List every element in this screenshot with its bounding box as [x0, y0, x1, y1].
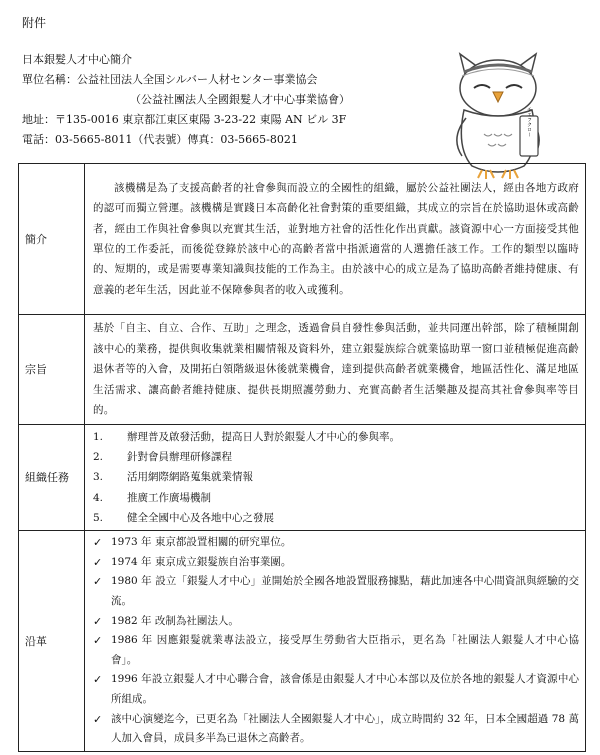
check-icon: ✓ — [93, 614, 103, 628]
tasks-heading: 組織任務 — [19, 424, 85, 530]
check-icon: ✓ — [93, 555, 103, 569]
list-item: 1. 辦理普及啟發活動，提高日人對於銀髮人才中心的參與率。 — [93, 430, 400, 443]
list-item: ✓ 該中心演變迄今，已更名為「社團法人全國銀髮人才中心」，成立時間約 32 年，日本全國超過 78 萬人加入會員，成員多半為已退休之高齡者。 — [93, 710, 579, 749]
purpose-heading: 宗旨 — [19, 315, 85, 425]
info-table — [18, 163, 586, 752]
list-item: 3. 活用網際網路蒐集就業情報 — [93, 471, 253, 484]
history-heading: 沿革 — [19, 530, 85, 751]
check-icon: ✓ — [93, 575, 103, 589]
row-intro — [19, 164, 586, 315]
list-item: 5. 健全全國中心及各地中心之發展 — [93, 511, 274, 524]
intro-text: 該機構是為了支援高齡者的社會參與而設立的全國性的組織，屬於公益社團法人，經由各地方政府的認可而獨立營運。該機構是實踐日本高齡化社會對策的重要組織，其成立的宗旨在於協助退休或高齡者，經由工作與社會參與以充實其生活，並對地方社會的活性化作出貢獻。該資源中心一方面接受其他單位的工作委託，而後從登錄於該中心的高齡者當中指派適當的人選擔任該工作。工作的類型以臨時的、短期的，或是需要專業知識與技能的工作為主。由於該中心的成立是為了協助高齡者維持健康、有意義的老年生活，因此並不保障參與者的收入或獲利。 — [93, 181, 579, 296]
intro-heading: 簡介 — [19, 164, 85, 315]
check-icon: ✓ — [93, 712, 103, 726]
list-item: 4. 推廣工作廣場機制 — [93, 491, 211, 504]
list-item: ✓ 1986 年 因應銀髮就業專法設立，接受厚生勞動省大臣指示，更名為「社團法人銀髮人才中心協會」。 — [93, 631, 579, 670]
list-item: ✓ 1980 年 設立「銀髮人才中心」並開始於全國各地設置服務據點，藉此加速各中心間資訊與經驗的交流。 — [93, 572, 579, 611]
tasks-list — [93, 427, 579, 528]
row-tasks — [19, 424, 586, 530]
row-purpose — [19, 315, 586, 425]
check-icon: ✓ — [93, 536, 103, 550]
org-address: 地址：〒135-0016 東京都江東区東陽 3-23-22 東陽 AN ビル 3F — [22, 113, 347, 126]
list-item: ✓ 1974 年 東京成立銀髮族自治事業團。 — [93, 553, 579, 573]
org-phone: 電話：03-5665-8011（代表號）傳真：03-5665-8021 — [22, 133, 298, 146]
mascot-badge-text: チエフクロー — [526, 107, 532, 137]
list-item: ✓ 1982 年 改制為社團法人。 — [93, 612, 579, 632]
org-title: 日本銀髮人才中心簡介 — [22, 53, 132, 66]
list-item: 2. 針對會員辦理研修課程 — [93, 451, 232, 464]
org-name-alt: （公益社團法人全國銀髮人才中心事業協會） — [130, 93, 350, 106]
row-history — [19, 530, 586, 751]
org-info — [22, 50, 350, 150]
history-list — [93, 533, 579, 749]
org-name: 單位名稱：公益社団法人全国シルバー人材センター事業協会 — [22, 73, 318, 86]
check-icon: ✓ — [93, 673, 103, 687]
purpose-text: 基於「自主、自立、合作、互助」之理念，透過會員自發性參與活動，並共同運出幹部，除了積極開創該中心的業務，提供與收集就業相關情報及資料外，建立銀髮族綜合就業協助單一窗口並積極促進高齡退休者等的入會，及開拓白領階級退休後就業機會，達到提供高齡者就業機會，地區活性化、滿足地區生活需求、讓高齡者維持健康、提供長期照護勞動力、充實高齡者生活樂趣及提高其社會參與率等目的。 — [93, 322, 579, 417]
list-item: ✓ 1973 年 東京都設置相關的研究單位。 — [93, 533, 579, 553]
owl-mascot-icon — [438, 48, 558, 180]
page-label: 附件 — [22, 16, 47, 30]
list-item: ✓ 1996 年設立銀髮人才中心聯合會，該會係是由銀髮人才中心本部以及位於各地的銀髮人才資源中心所組成。 — [93, 670, 579, 709]
check-icon: ✓ — [93, 634, 103, 648]
